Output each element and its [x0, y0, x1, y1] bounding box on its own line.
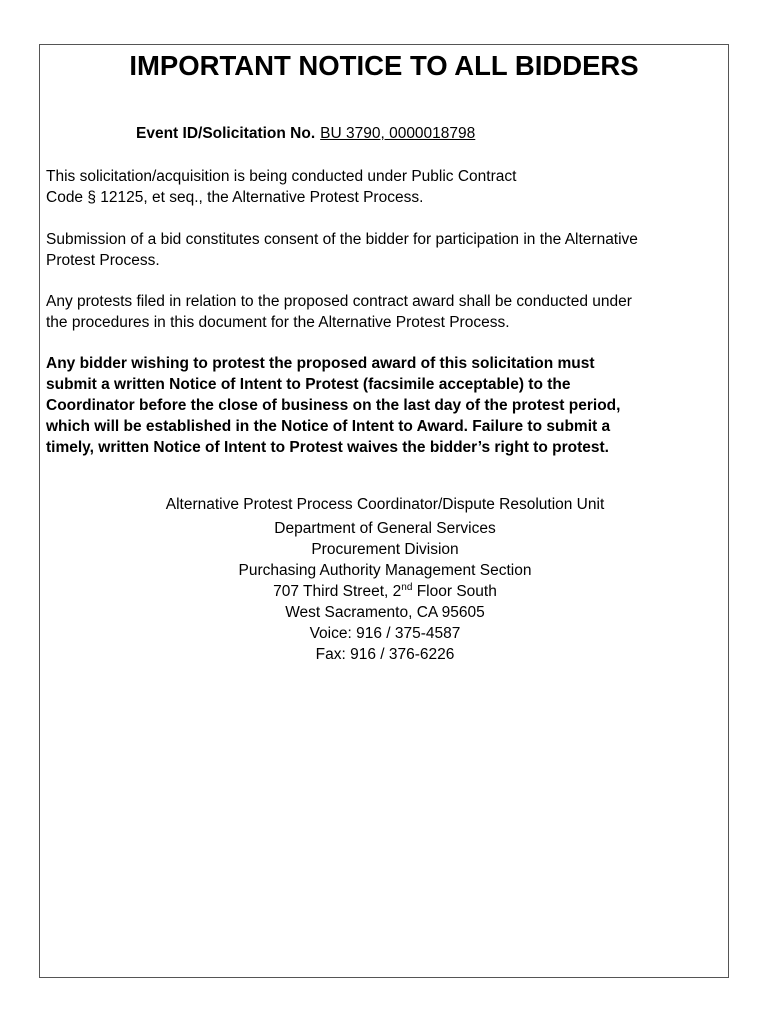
- address-division: Procurement Division: [311, 541, 459, 558]
- paragraph-line: Code § 12125, et seq., the Alternative Protest Process.: [46, 189, 424, 206]
- address-section: Purchasing Authority Management Section: [238, 562, 532, 579]
- coordinator-heading: [40, 494, 730, 515]
- event-id-value: BU 3790, 0000018798: [320, 125, 476, 142]
- street-ordinal-suffix: nd: [401, 581, 413, 593]
- street-prefix: 707 Third Street, 2: [273, 583, 402, 600]
- paragraph-protest-process: [46, 166, 726, 208]
- paragraph-line: Protest Process.: [46, 252, 160, 269]
- event-id-line: [136, 124, 493, 144]
- street-suffix: Floor South: [412, 583, 497, 600]
- address-department: Department of General Services: [274, 520, 496, 537]
- coordinator-title: Alternative Protest Process Coordinator/Dispute Resolution Unit: [165, 496, 605, 513]
- address-city: West Sacramento, CA 95605: [285, 604, 485, 621]
- address-voice: Voice: 916 / 375-4587: [309, 625, 461, 642]
- paragraph-line: Coordinator before the close of business on the last day of the protest period,: [46, 397, 621, 414]
- address-street: [40, 581, 730, 602]
- paragraph-intent-to-protest: [46, 353, 726, 458]
- paragraph-protests-filed: [46, 291, 726, 333]
- paragraph-line: which will be established in the Notice of Intent to Award. Failure to submit a: [46, 418, 611, 435]
- paragraph-line: the procedures in this document for the Alternative Protest Process.: [46, 314, 510, 331]
- paragraph-line: This solicitation/acquisition is being conducted under Public Contract: [46, 168, 517, 185]
- notice-title: IMPORTANT NOTICE TO ALL BIDDERS: [129, 50, 639, 81]
- address-fax: Fax: 916 / 376-6226: [315, 646, 455, 663]
- paragraph-line: timely, written Notice of Intent to Protest waives the bidder’s right to protest.: [46, 439, 609, 456]
- paragraph-line: Any bidder wishing to protest the proposed award of this solicitation must: [46, 355, 595, 372]
- paragraph-line: submit a written Notice of Intent to Protest (facsimile acceptable) to the: [46, 376, 571, 393]
- paragraph-line: Any protests filed in relation to the proposed contract award shall be conducted under: [46, 293, 632, 310]
- coordinator-address: [40, 518, 730, 665]
- paragraph-bid-consent: [46, 229, 726, 271]
- event-id-label: Event ID/Solicitation No.: [136, 125, 316, 142]
- paragraph-line: Submission of a bid constitutes consent of the bidder for participation in the Alternative: [46, 231, 638, 248]
